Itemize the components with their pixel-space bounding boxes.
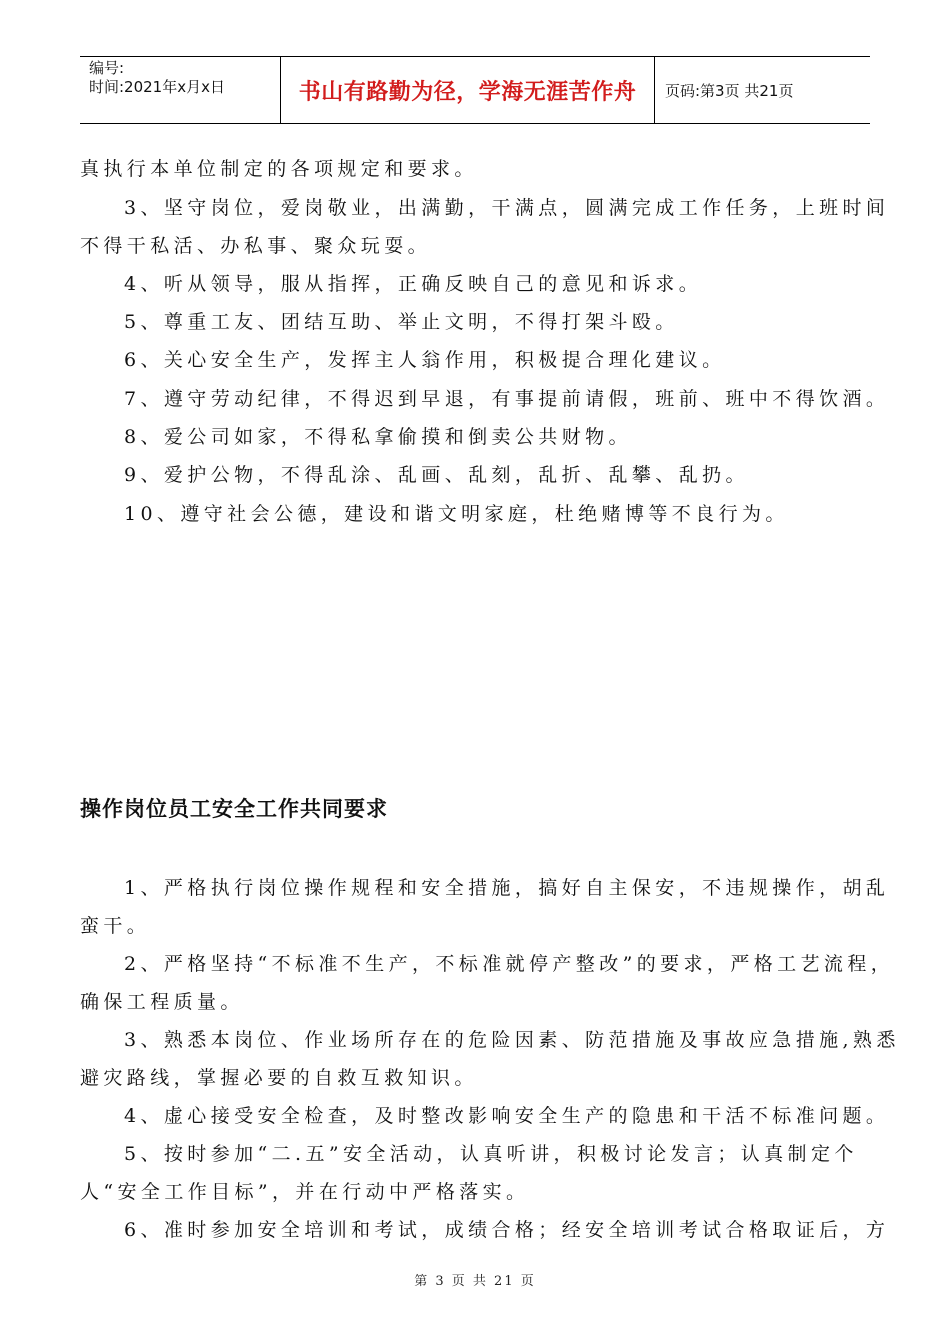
- document-number-label: 编号:: [89, 59, 125, 77]
- paragraph-line: 4、虚心接受安全检查，及时整改影响安全生产的隐患和干活不标准问题。: [124, 1105, 890, 1127]
- paragraph-line: 蛮干。: [80, 915, 151, 937]
- paragraph-line: 6、准时参加安全培训和考试，成绩合格；经安全培训考试合格取证后，方: [124, 1219, 890, 1241]
- paragraph-line: 确保工程质量。: [80, 991, 244, 1013]
- paragraph-line: 不得干私活、办私事、聚众玩耍。: [80, 235, 432, 257]
- paragraph-line: 人“安全工作目标”，并在行动中严格落实。: [80, 1181, 530, 1203]
- paragraph-line: 2、严格坚持“不标准不生产，不标准就停产整改”的要求，严格工艺流程，: [124, 953, 895, 975]
- header-meta-cell: [80, 57, 281, 123]
- paragraph-line: 真执行本单位制定的各项规定和要求。: [80, 158, 478, 180]
- document-date-label: 时间:2021年x月x日: [89, 78, 225, 96]
- header-table: [80, 56, 870, 124]
- paragraph-line: 6、关心安全生产，发挥主人翁作用，积极提合理化建议。: [124, 349, 726, 371]
- page-footer: 第 3 页 共 21 页: [414, 1274, 536, 1289]
- section-title: 操作岗位员工安全工作共同要求: [80, 797, 388, 821]
- header-page-info: 页码:第3页 共21页: [665, 81, 794, 100]
- paragraph-line: 10、遵守社会公德，建设和谐文明家庭，杜绝赌博等不良行为。: [124, 503, 789, 525]
- paragraph-line: 3、熟悉本岗位、作业场所存在的危险因素、防范措施及事故应急措施,熟悉: [124, 1029, 900, 1051]
- paragraph-line: 避灾路线，掌握必要的自救互救知识。: [80, 1067, 478, 1089]
- paragraph-line: 4、听从领导，服从指挥，正确反映自己的意见和诉求。: [124, 273, 703, 295]
- paragraph-line: 5、按时参加“二.五”安全活动，认真听讲，积极讨论发言；认真制定个: [124, 1143, 858, 1165]
- paragraph-line: 5、尊重工友、团结互助、举止文明，不得打架斗殴。: [124, 311, 679, 333]
- paragraph-line: 3、坚守岗位，爱岗敬业，出满勤，干满点，圆满完成工作任务，上班时间: [124, 197, 890, 219]
- paragraph-line: 9、爱护公物，不得乱涂、乱画、乱刻，乱折、乱攀、乱扔。: [124, 464, 749, 486]
- paragraph-line: 7、遵守劳动纪律，不得迟到早退，有事提前请假，班前、班中不得饮酒。: [124, 388, 890, 410]
- paragraph-line: 8、爱公司如家，不得私拿偷摸和倒卖公共财物。: [124, 426, 632, 448]
- header-motto: 书山有路勤为径，学海无涯苦作舟: [281, 57, 655, 123]
- paragraph-line: 1、严格执行岗位操作规程和安全措施，搞好自主保安，不违规操作，胡乱: [124, 877, 890, 899]
